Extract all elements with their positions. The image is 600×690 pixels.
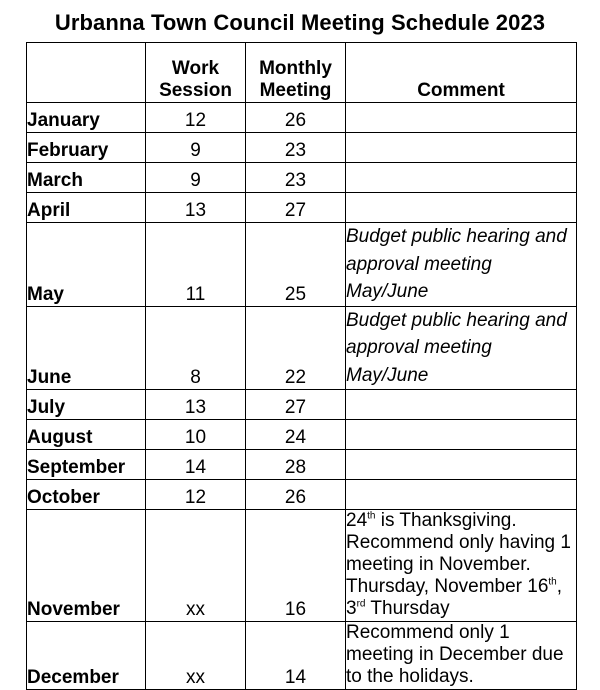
comment-cell: Budget public hearing and approval meeting May/June (346, 223, 577, 307)
comment-cell: Recommend only 1 meeting in December due to the holidays. (346, 622, 577, 690)
header-monthly-meeting (246, 43, 346, 103)
table-row (27, 480, 577, 510)
header-month (27, 43, 146, 103)
header-work-line1: Work (171, 58, 220, 80)
header-meeting-line1: Monthly (259, 58, 332, 80)
month-cell: December (27, 622, 146, 690)
work-session-cell: 9 (146, 163, 246, 193)
work-session-cell: 11 (146, 223, 246, 307)
month-cell: August (27, 420, 146, 450)
monthly-meeting-cell: 22 (246, 306, 346, 390)
monthly-meeting-cell: 16 (246, 510, 346, 622)
work-session-cell: 13 (146, 390, 246, 420)
monthly-meeting-cell: 26 (246, 480, 346, 510)
monthly-meeting-cell: 27 (246, 193, 346, 223)
comment-cell (346, 163, 577, 193)
comment-text: , 3 (346, 575, 563, 619)
work-session-cell: 9 (146, 133, 246, 163)
comment-cell (346, 420, 577, 450)
work-session-cell: 12 (146, 480, 246, 510)
document-title: Urbanna Town Council Meeting Schedule 2023 (54, 10, 546, 35)
table-row (27, 163, 577, 193)
header-comment: Comment (346, 43, 577, 103)
monthly-meeting-cell: 14 (246, 622, 346, 690)
comment-cell (346, 480, 577, 510)
month-cell: March (27, 163, 146, 193)
table-row (27, 390, 577, 420)
comment-text: Thursday (365, 597, 450, 619)
month-cell: January (27, 103, 146, 133)
work-session-cell: 8 (146, 306, 246, 390)
comment-cell (346, 103, 577, 133)
table-row (27, 622, 577, 690)
schedule-table (26, 42, 577, 690)
table-row (27, 223, 577, 307)
monthly-meeting-cell: 23 (246, 133, 346, 163)
monthly-meeting-cell: 27 (246, 390, 346, 420)
work-session-cell: 13 (146, 193, 246, 223)
work-session-cell: 14 (146, 450, 246, 480)
monthly-meeting-cell: 23 (246, 163, 346, 193)
comment-cell (346, 193, 577, 223)
table-header-row (27, 43, 577, 103)
monthly-meeting-cell: 26 (246, 103, 346, 133)
month-cell: June (27, 306, 146, 390)
table-row (27, 420, 577, 450)
comment-cell (346, 450, 577, 480)
comment-cell (346, 390, 577, 420)
table-row (27, 450, 577, 480)
table-row (27, 133, 577, 163)
month-cell: May (27, 223, 146, 307)
month-cell: October (27, 480, 146, 510)
work-session-cell: xx (146, 622, 246, 690)
ordinal-suffix: rd (356, 598, 366, 610)
table-row (27, 103, 577, 133)
comment-cell: Budget public hearing and approval meeting May/June (346, 306, 577, 390)
table-row (27, 510, 577, 622)
work-session-cell: 12 (146, 103, 246, 133)
comment-text: is Thanksgiving. Recommend only having 1 meeting in November. Thursday, November 16 (346, 510, 571, 597)
comment-cell (346, 133, 577, 163)
table-row (27, 306, 577, 390)
ordinal-suffix: th (548, 576, 557, 588)
ordinal-suffix: th (367, 510, 376, 522)
month-cell: September (27, 450, 146, 480)
monthly-meeting-cell: 28 (246, 450, 346, 480)
month-cell: July (27, 390, 146, 420)
month-cell: November (27, 510, 146, 622)
comment-text: 24 (346, 510, 368, 532)
comment-cell (346, 510, 577, 622)
month-cell: April (27, 193, 146, 223)
header-meeting-line2: Meeting (259, 80, 332, 102)
table-row (27, 193, 577, 223)
monthly-meeting-cell: 24 (246, 420, 346, 450)
monthly-meeting-cell: 25 (246, 223, 346, 307)
header-work-line2: Session (159, 80, 232, 102)
header-work-session (146, 43, 246, 103)
month-cell: February (27, 133, 146, 163)
work-session-cell: xx (146, 510, 246, 622)
work-session-cell: 10 (146, 420, 246, 450)
